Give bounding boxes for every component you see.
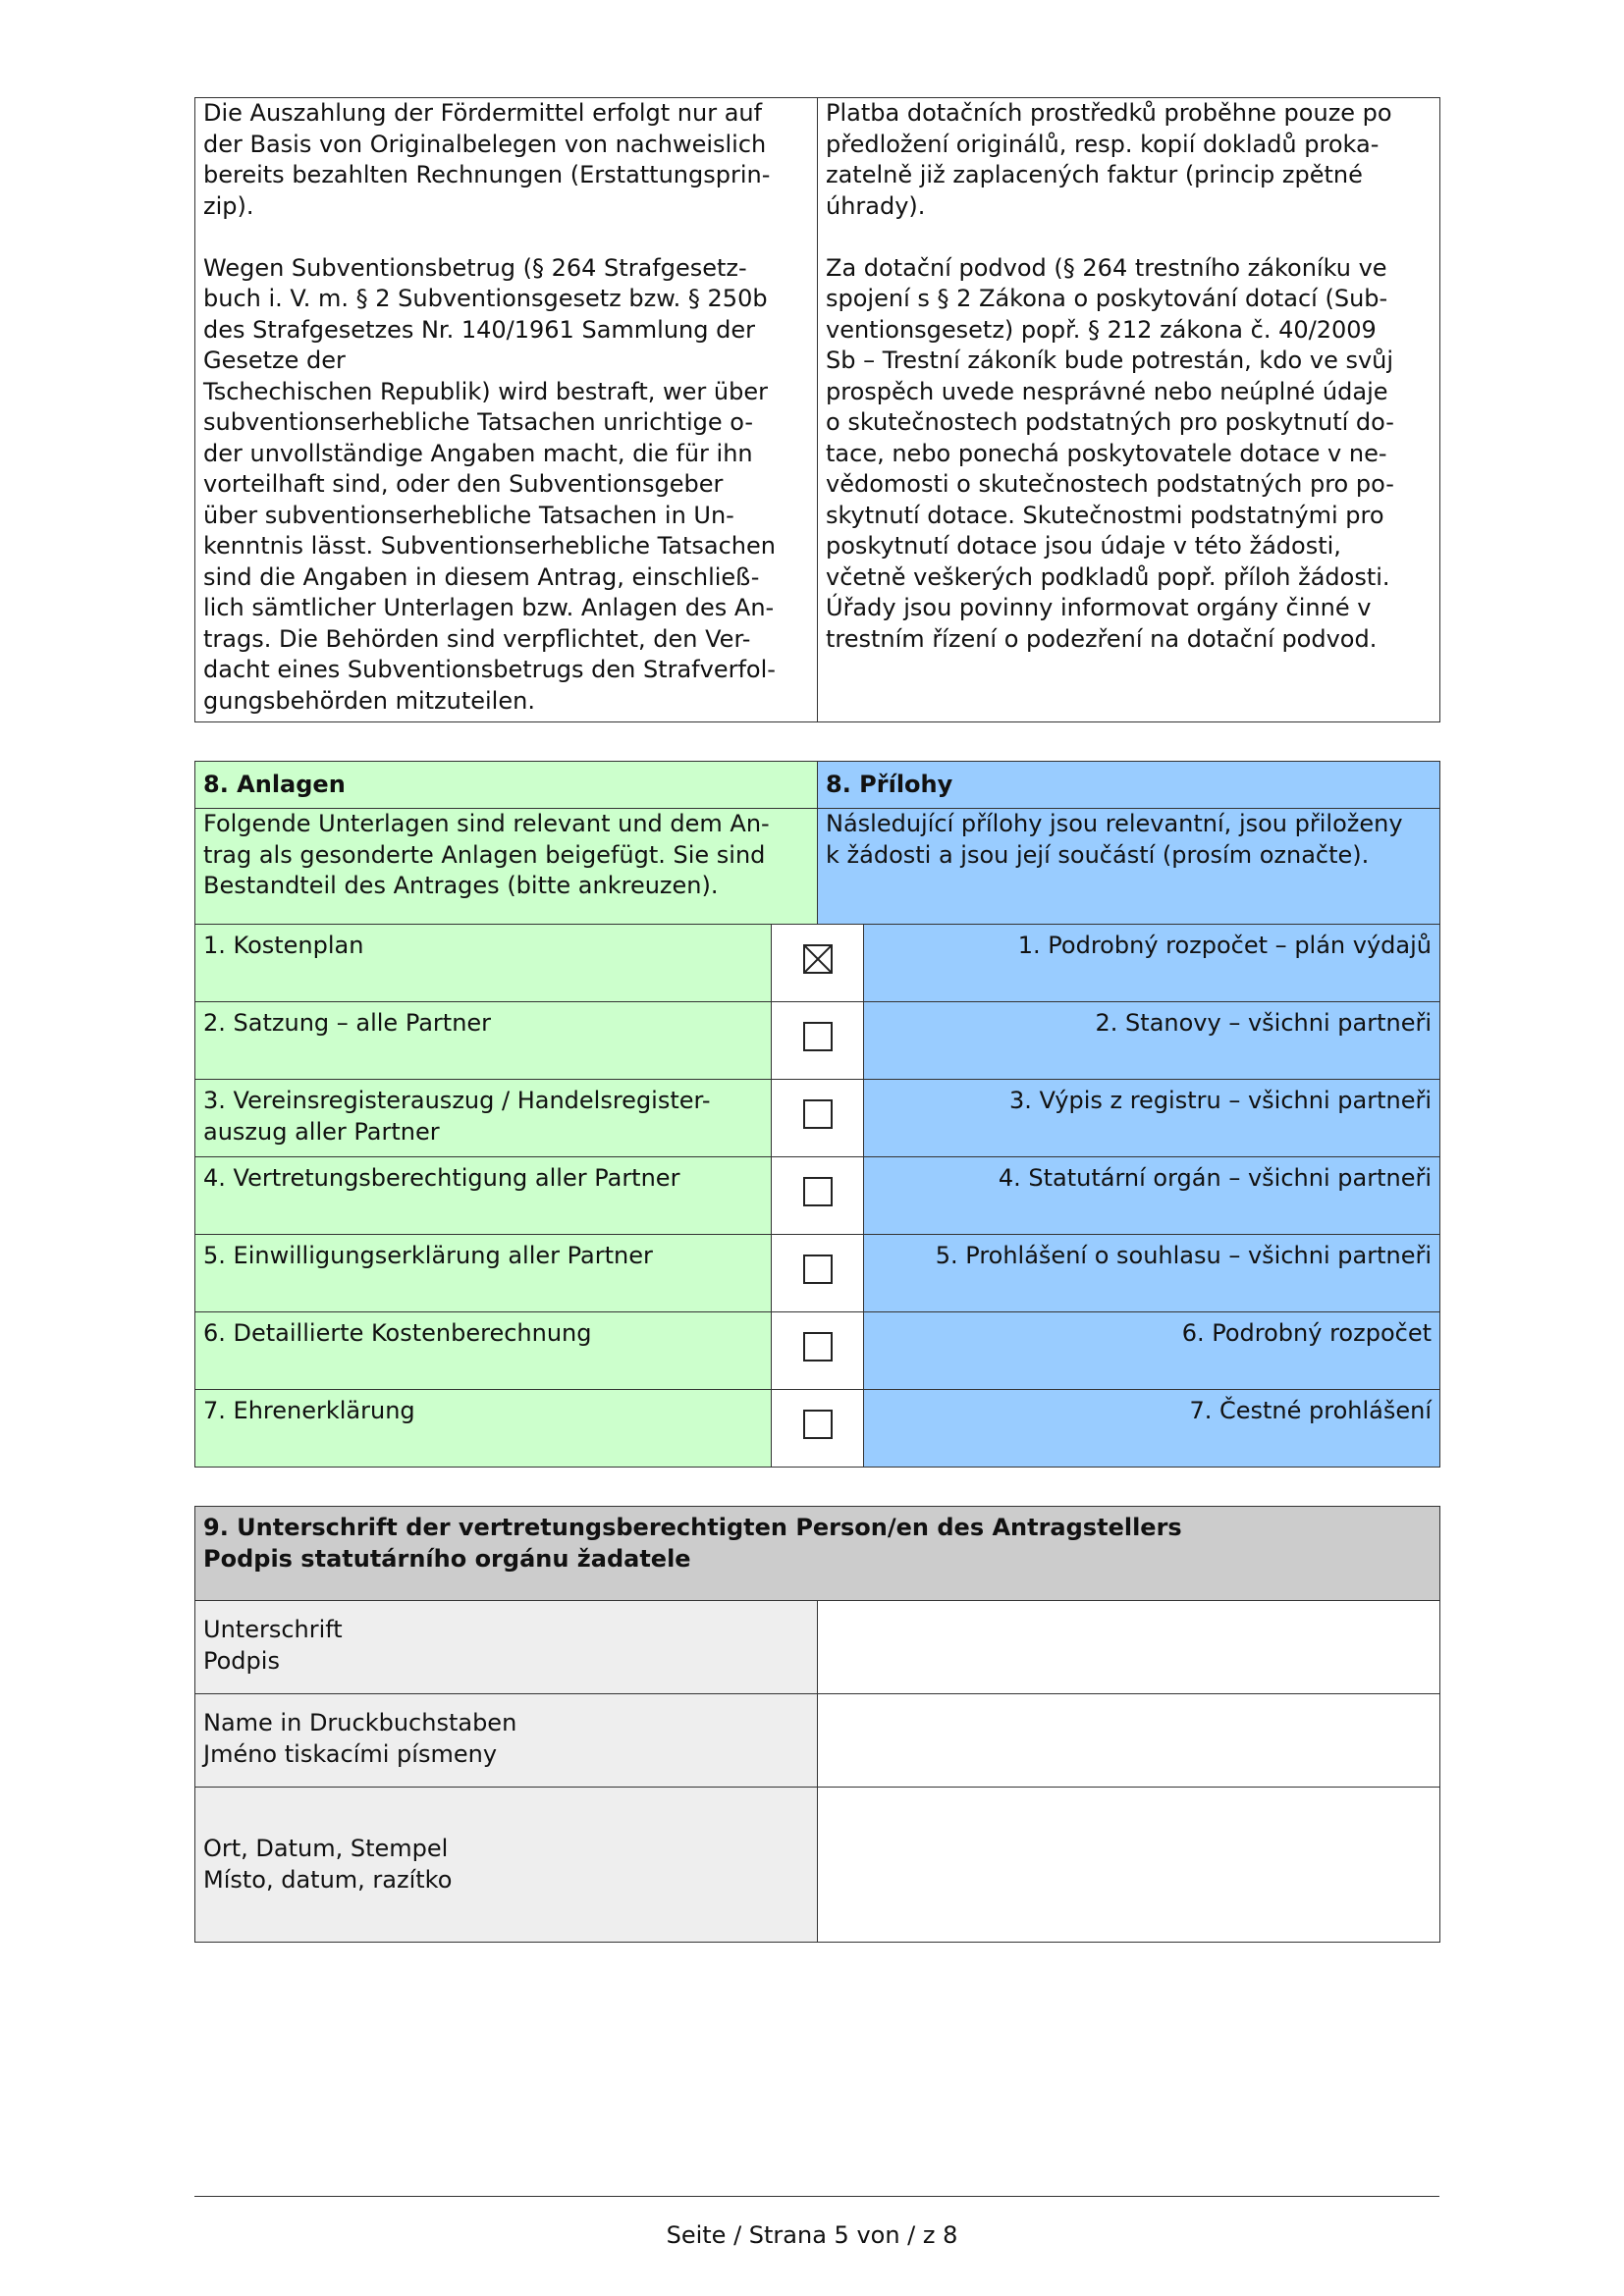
anlagen-item-cz: 4. Statutární orgán – všichni partneři <box>864 1157 1440 1235</box>
intro-text-cz: Platba dotačních prostředků proběhne pouze po předložení originálů, resp. kopií dokladů proka- zatelně již zaplacených faktur (princip zpětné úhrady). Za dotační podvod (§ 264 trestního zákoníku ve spojení s § 2 Zákona o poskytování dotací (Sub- ventionsgesetz) popř. § 212 zákona č. 40/2009 Sb – Trestní zákoník bude potrestán, kdo ve svůj prospěch uvede nesprávné nebo neúplné údaje o skutečnostech podstatných pro poskytnutí do- tace, nebo ponechá poskytovatele dotace v ne- vědomosti o skutečnostech podstatných pro po- skytnutí dotace. Skutečnostmi podstatnými pro poskytnutí dotace jsou údaje v této žádosti, včetně veškerých podkladů popř. příloh žádosti. Úřady jsou povinny informovat orgány činné v trestním řízení o podezření na dotační podvod. <box>818 98 1440 722</box>
intro-text-de: Die Auszahlung der Fördermittel erfolgt nur auf der Basis von Originalbelegen von nachweislich bereits bezahlten Rechnungen (Erstattungsprin- zip). Wegen Subventionsbetrug (§ 264 Strafgesetz- buch i. V. m. § 2 Subventionsgesetz bzw. § 250b des Strafgesetzes Nr. 140/1961 Sammlung der Gesetze der Tschechischen Republik) wird bestraft, wer über subventionserhebliche Tatsachen unrichtige o- der unvollständige Angaben macht, die für ihn vorteilhaft sind, oder den Subventionsgeber über subventionserhebliche Tatsachen in Un- kenntnis lässt. Subventionserhebliche Tatsachen sind die Angaben in diesem Antrag, einschließ- lich sämtlicher Unterlagen bzw. Anlagen des An- trags. Die Behörden sind verpflichtet, den Ver- dacht eines Subventionsbetrugs den Strafverfol- gungsbehörden mitzuteilen. <box>195 98 818 722</box>
anlagen-row <box>195 1080 1440 1157</box>
signature-title-de: 9. Unterschrift der vertretungsberechtigten Person/en des Antragstellers <box>203 1514 1182 1541</box>
intro-table <box>194 97 1440 722</box>
anlagen-item-de: 3. Vereinsregisterauszug / Handelsregister- auszug aller Partner <box>195 1080 772 1157</box>
name-field[interactable] <box>818 1694 1440 1788</box>
anlagen-checkbox-cell <box>772 1157 864 1235</box>
anlagen-item-de: 7. Ehrenerklärung <box>195 1390 772 1468</box>
signature-field[interactable] <box>818 1601 1440 1694</box>
ehrenerklaerung-checkbox[interactable] <box>803 1410 833 1439</box>
anlagen-item-cz: 3. Výpis z registru – všichni partneři <box>864 1080 1440 1157</box>
anlagen-desc-de: Folgende Unterlagen sind relevant und dem An- trag als gesonderte Anlagen beigefügt. Sie sind Bestandteil des Antrages (bitte ankreuzen). <box>195 809 818 925</box>
footer-divider <box>194 2196 1439 2197</box>
name-label-cz: Jméno tiskacími písmeny <box>203 1739 498 1768</box>
einwilligungserklaerung-checkbox[interactable] <box>803 1255 833 1284</box>
place-date-label <box>195 1788 818 1943</box>
signature-label-de: Unterschrift <box>203 1616 343 1643</box>
anlagen-item-cz: 2. Stanovy – všichni partneři <box>864 1002 1440 1080</box>
anlagen-item-cz: 7. Čestné prohlášení <box>864 1390 1440 1468</box>
anlagen-item-de: 4. Vertretungsberechtigung aller Partner <box>195 1157 772 1235</box>
place-date-field[interactable] <box>818 1788 1440 1943</box>
anlagen-row <box>195 1002 1440 1080</box>
anlagen-item-de: 1. Kostenplan <box>195 925 772 1002</box>
anlagen-checkbox-cell <box>772 1235 864 1312</box>
anlagen-checkbox-cell <box>772 1312 864 1390</box>
place-date-label-de: Ort, Datum, Stempel <box>203 1835 449 1862</box>
signature-label <box>195 1601 818 1694</box>
signature-title <box>195 1507 1440 1601</box>
kostenplan-checkbox[interactable] <box>803 944 833 974</box>
registerauszug-checkbox[interactable] <box>803 1099 833 1129</box>
anlagen-row <box>195 1235 1440 1312</box>
anlagen-item-cz: 5. Prohlášení o souhlasu – všichni partneři <box>864 1235 1440 1312</box>
anlagen-title-de: 8. Anlagen <box>195 762 818 809</box>
name-label <box>195 1694 818 1788</box>
anlagen-row <box>195 1157 1440 1235</box>
anlagen-checkbox-cell <box>772 925 864 1002</box>
anlagen-item-de: 2. Satzung – alle Partner <box>195 1002 772 1080</box>
anlagen-item-cz: 6. Podrobný rozpočet <box>864 1312 1440 1390</box>
anlagen-row <box>195 1390 1440 1468</box>
vertretungsberechtigung-checkbox[interactable] <box>803 1177 833 1206</box>
anlagen-item-de: 6. Detaillierte Kostenberechnung <box>195 1312 772 1390</box>
signature-title-cz: Podpis statutárního orgánu žadatele <box>203 1544 691 1573</box>
signature-table <box>194 1506 1440 1943</box>
anlagen-header-table <box>194 761 1440 925</box>
check-cross-icon <box>805 946 831 972</box>
kostenberechnung-checkbox[interactable] <box>803 1332 833 1362</box>
anlagen-row <box>195 925 1440 1002</box>
name-label-de: Name in Druckbuchstaben <box>203 1709 517 1736</box>
anlagen-checkbox-cell <box>772 1002 864 1080</box>
anlagen-row <box>195 1312 1440 1390</box>
anlagen-checkbox-cell <box>772 1080 864 1157</box>
anlagen-item-cz: 1. Podrobný rozpočet – plán výdajů <box>864 925 1440 1002</box>
anlagen-checkbox-cell <box>772 1390 864 1468</box>
signature-label-cz: Podpis <box>203 1646 280 1675</box>
anlagen-checklist <box>194 924 1440 1468</box>
satzung-checkbox[interactable] <box>803 1022 833 1051</box>
anlagen-desc-cz: Následující přílohy jsou relevantní, jsou přiloženy k žádosti a jsou její součástí (prosím označte). <box>818 809 1440 925</box>
anlagen-title-cz: 8. Přílohy <box>818 762 1440 809</box>
page-number: Seite / Strana 5 von / z 8 <box>666 2221 958 2249</box>
place-date-label-cz: Místo, datum, razítko <box>203 1865 453 1894</box>
anlagen-item-de: 5. Einwilligungserklärung aller Partner <box>195 1235 772 1312</box>
